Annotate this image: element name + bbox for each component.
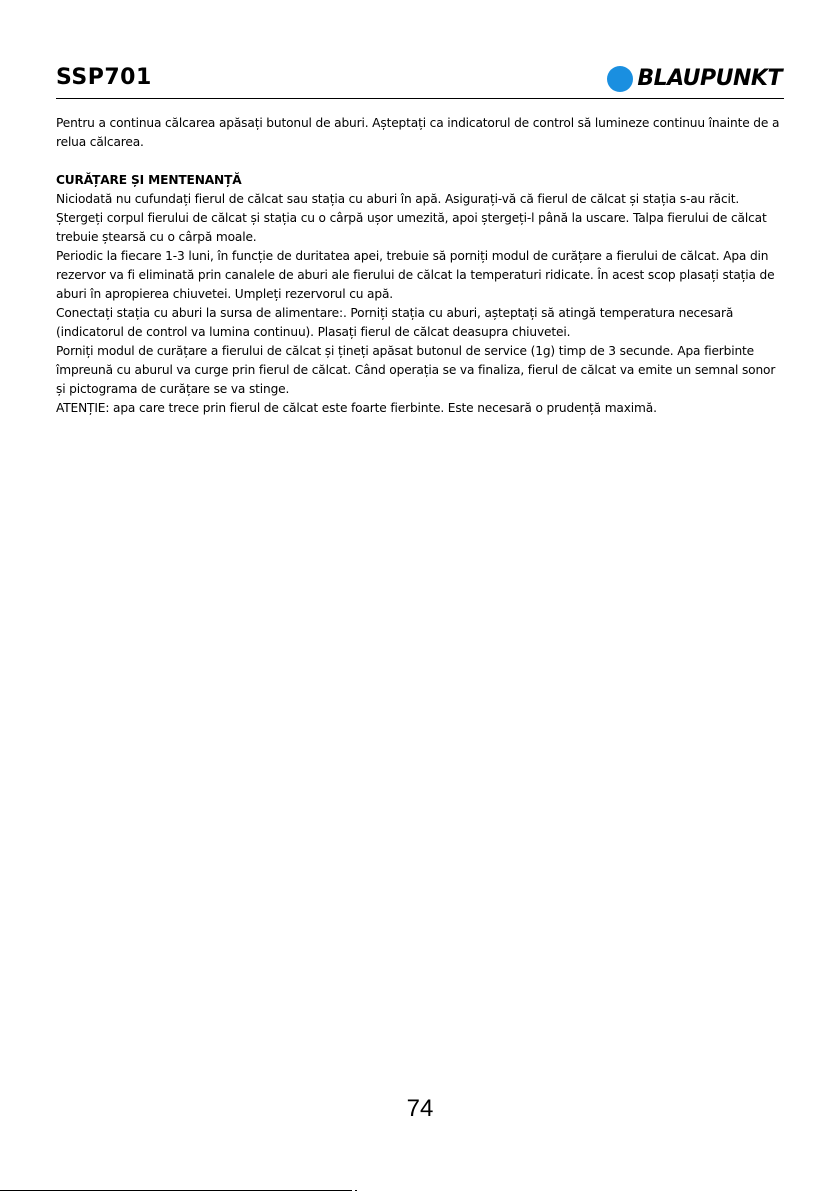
brand-name: BLAUPUNKT	[637, 66, 782, 91]
model-number: SSP701	[56, 65, 152, 90]
section-title: CURĂȚARE ȘI MENTENANȚĂ	[56, 173, 242, 187]
body-paragraph: Periodic la fiecare 1-3 luni, în funcție de duritatea apei, trebuie să porniți modul de curățare a fierului de călcat. Apa din rezervor va fi eliminată prin canalele de aburi ale fierului de călcat la temperaturi ridicate. În acest scop plasați stația de aburi în apropierea chiuvetei. Umpleți rezervorul cu apă.	[56, 249, 775, 301]
page-number: 74	[406, 1095, 434, 1122]
intro-paragraph: Pentru a continua călcarea apăsați butonul de aburi. Așteptați ca indicatorul de control să lumineze continuu înainte de a relua călcarea.	[56, 116, 780, 149]
brand-logo	[607, 66, 782, 92]
page-header	[56, 62, 784, 99]
brand-dot-icon	[607, 66, 633, 92]
footer-tick	[355, 1190, 357, 1191]
body-paragraph: Porniți modul de curățare a fierului de călcat și țineți apăsat butonul de service (1g) timp de 3 secunde. Apa fierbinte împreună cu aburul va curge prin fierul de călcat. Când operația se va finaliza, fierul de călcat va emite un semnal sonor și pictograma de curățare se va stinge.	[56, 344, 776, 396]
body-paragraph: Niciodată nu cufundați fierul de călcat sau stația cu aburi în apă. Asigurați-vă că fierul de călcat și stația s-au răcit. Ștergeți corpul fierului de călcat și stația cu o cârpă ușor umezită, apoi ștergeți-l până la uscare. Talpa fierului de călcat trebuie ștearsă cu o cârpă moale.	[56, 192, 767, 244]
warning-paragraph: ATENȚIE: apa care trece prin fierul de călcat este foarte fierbinte. Este necesară o prudență maximă.	[56, 401, 657, 415]
document-body	[56, 114, 786, 418]
footer-rule	[0, 1190, 352, 1191]
body-paragraph: Conectați stația cu aburi la sursa de alimentare:. Porniți stația cu aburi, așteptați să atingă temperatura necesară (indicatorul de control va lumina continuu). Plasați fierul de călcat deasupra chiuvetei.	[56, 306, 734, 339]
